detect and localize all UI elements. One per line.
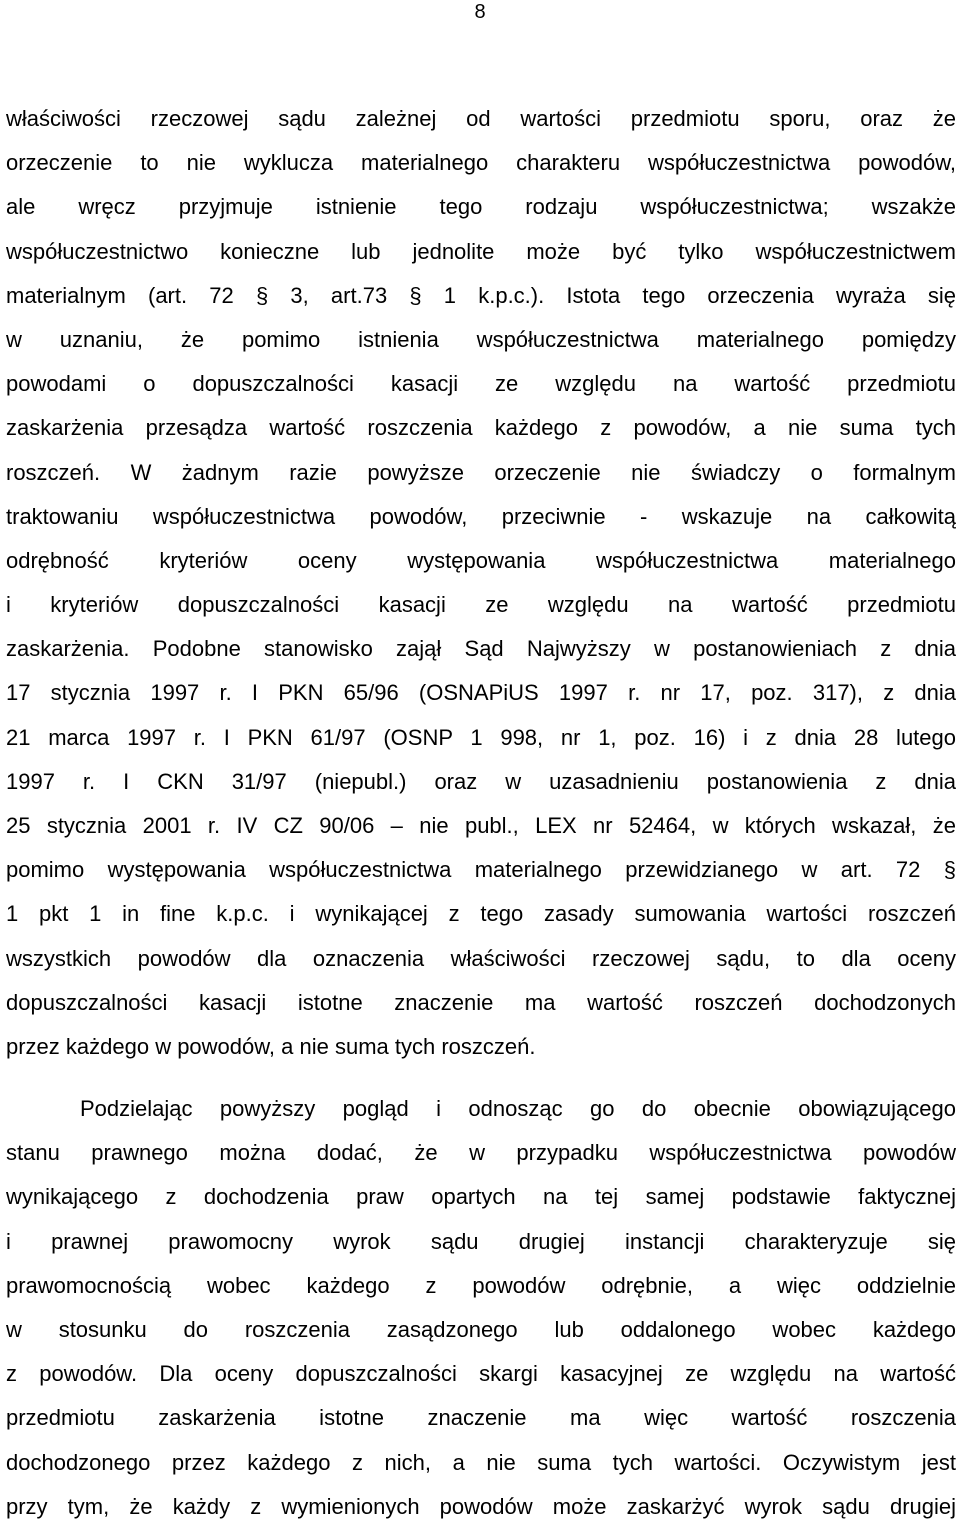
text-line: ale wręcz przyjmuje istnienie tego rodzaju współuczestnictwa; wszakże [6, 194, 956, 220]
paragraph-2 [6, 1087, 956, 1529]
text-line: przez każdego w powodów, a nie suma tych roszczeń. [6, 1033, 536, 1059]
text-line: zaskarżenia. Podobne stanowisko zajął Sąd Najwyższy w postanowieniach z dnia [6, 636, 956, 662]
text-line: w stosunku do roszczenia zasądzonego lub oddalonego wobec każdego [6, 1316, 956, 1342]
text-line: z powodów. Dla oceny dopuszczalności skargi kasacyjnej ze względu na wartość [6, 1361, 956, 1387]
text-line: 1 pkt 1 in fine k.p.c. i wynikającej z tego zasady sumowania wartości roszczeń [6, 901, 956, 927]
text-line: wszystkich powodów dla oznaczenia właściwości rzeczowej sądu, to dla oceny [6, 945, 956, 971]
text-line: Podzielając powyższy pogląd i odnosząc go do obecnie obowiązującego [80, 1096, 956, 1121]
text-line: 17 stycznia 1997 r. I PKN 65/96 (OSNAPiUS 1997 r. nr 17, poz. 317), z dnia [6, 680, 956, 706]
text-line: przy tym, że każdy z wymienionych powodów może zaskarżyć wyrok sądu drugiej [6, 1493, 956, 1519]
text-line: przedmiotu zaskarżenia istotne znaczenie ma więc wartość roszczenia [6, 1405, 956, 1431]
page-number [0, 0, 960, 24]
text-line: dochodzonego przez każdego z nich, a nie suma tych wartości. Oczywistym jest [6, 1449, 956, 1475]
text-line: powodami o dopuszczalności kasacji ze względu na wartość przedmiotu [6, 371, 956, 397]
text-line: i kryteriów dopuszczalności kasacji ze względu na wartość przedmiotu [6, 592, 956, 618]
text-line: traktowaniu współuczestnictwa powodów, przeciwnie - wskazuje na całkowitą [6, 503, 956, 529]
text-line: zaskarżenia przesądza wartość roszczenia każdego z powodów, a nie suma tych [6, 415, 956, 441]
page-number-text: 8 [474, 1, 486, 23]
text-line: 25 stycznia 2001 r. IV CZ 90/06 – nie publ., LEX nr 52464, w których wskazał, że [6, 813, 956, 838]
text-line: stanu prawnego można dodać, że w przypadku współuczestnictwa powodów [6, 1140, 956, 1166]
text-line: prawomocnością wobec każdego z powodów odrębnie, a więc oddzielnie [6, 1272, 956, 1298]
text-line: orzeczenie to nie wyklucza materialnego charakteru współuczestnictwa powodów, [6, 150, 956, 176]
text-line: w uznaniu, że pomimo istnienia współuczestnictwa materialnego pomiędzy [6, 326, 956, 352]
text-line: pomimo występowania współuczestnictwa materialnego przewidzianego w art. 72 § [6, 857, 956, 883]
text-line: i prawnej prawomocny wyrok sądu drugiej instancji charakteryzuje się [6, 1228, 956, 1254]
text-line: współuczestnictwo konieczne lub jednolite może być tylko współuczestnictwem [6, 238, 956, 264]
text-line: dopuszczalności kasacji istotne znaczenie ma wartość roszczeń dochodzonych [6, 989, 956, 1015]
text-line: 1997 r. I CKN 31/97 (niepubl.) oraz w uzasadnieniu postanowienia z dnia [6, 768, 956, 794]
text-line: materialnym (art. 72 § 3, art.73 § 1 k.p.c.). Istota tego orzeczenia wyraża się [6, 282, 956, 308]
paragraph-1 [6, 97, 956, 1069]
text-line: właściwości rzeczowej sądu zależnej od wartości przedmiotu sporu, oraz że [6, 106, 956, 131]
text-line: odrębność kryteriów oceny występowania współuczestnictwa materialnego [6, 547, 956, 573]
text-line: roszczeń. W żadnym razie powyższe orzeczenie nie świadczy o formalnym [6, 459, 956, 485]
text-line: 21 marca 1997 r. I PKN 61/97 (OSNP 1 998, nr 1, poz. 16) i z dnia 28 lutego [6, 724, 956, 750]
text-line: wynikającego z dochodzenia praw opartych na tej samej podstawie faktycznej [6, 1184, 956, 1210]
